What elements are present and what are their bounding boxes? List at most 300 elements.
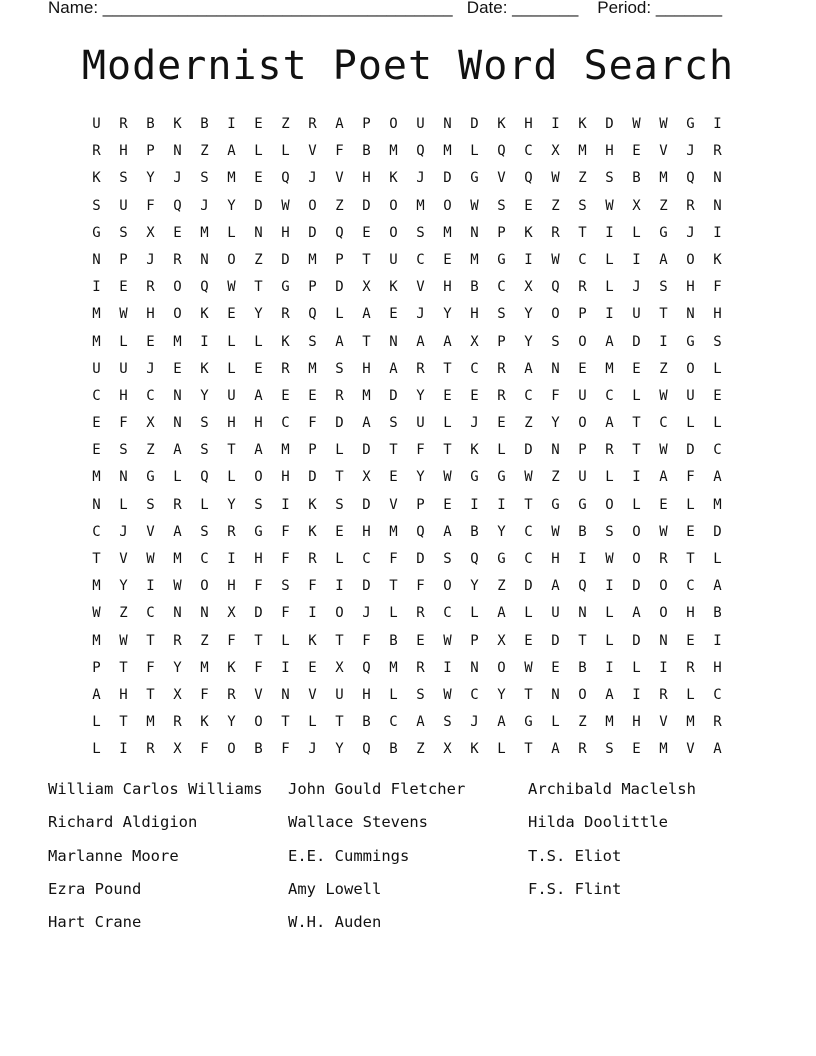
grid-letter: T (632, 415, 641, 432)
grid-letter: E (389, 306, 398, 323)
grid-letter: X (443, 741, 452, 758)
grid-letter: O (686, 251, 695, 268)
grid-letter: A (605, 686, 614, 703)
grid-letter: F (119, 415, 128, 432)
grid-letter: T (524, 686, 533, 703)
grid-letter: L (92, 714, 101, 731)
grid-letter: S (605, 523, 614, 540)
grid-letter: B (200, 116, 209, 132)
grid-letter: L (173, 469, 182, 486)
grid-letter: I (281, 496, 290, 513)
grid-letter: I (605, 224, 614, 241)
grid-letter: E (713, 387, 722, 404)
grid-letter: C (713, 686, 722, 703)
grid-letter: S (335, 360, 344, 377)
grid-letter: A (227, 143, 236, 160)
grid-letter: N (713, 170, 722, 187)
grid-letter: Q (524, 170, 533, 187)
grid-letter: O (632, 551, 641, 567)
grid-letter: A (605, 415, 614, 432)
grid-letter: L (443, 415, 452, 432)
grid-letter: P (578, 442, 587, 459)
grid-letter: I (497, 496, 506, 513)
grid-letter: R (335, 387, 344, 404)
grid-letter: C (200, 551, 209, 567)
grid-letter: R (686, 659, 695, 676)
grid-letter: I (713, 224, 722, 241)
grid-letter: M (605, 360, 614, 377)
grid-letter: O (254, 714, 263, 731)
grid-letter: L (254, 333, 263, 350)
grid-letter: S (254, 496, 263, 513)
grid-letter: L (632, 659, 641, 676)
grid-letter: A (659, 251, 668, 268)
word-list-item: John Gould Fletcher (288, 780, 466, 798)
grid-letter: C (362, 551, 371, 567)
grid-letter: I (659, 659, 668, 676)
grid-letter: F (281, 741, 290, 758)
grid-letter: Z (416, 741, 425, 758)
grid-letter: E (389, 469, 398, 486)
grid-letter: X (497, 632, 506, 649)
grid-letter: E (173, 224, 182, 241)
grid-letter: F (146, 659, 155, 676)
grid-letter: U (416, 116, 425, 132)
grid-letter: Y (227, 496, 236, 513)
grid-letter: D (524, 578, 533, 595)
grid-letter: T (362, 333, 371, 350)
grid-letter: L (632, 224, 641, 241)
grid-letter: Y (497, 523, 506, 540)
grid-letter: M (659, 170, 668, 187)
grid-letter: T (227, 442, 236, 459)
grid-letter: A (443, 333, 452, 350)
grid-letter: W (281, 197, 290, 214)
grid-letter: H (362, 523, 371, 540)
grid-letter: L (254, 143, 263, 160)
grid-letter: T (362, 251, 371, 268)
grid-letter: J (470, 415, 479, 432)
grid-letter: T (443, 360, 452, 377)
grid-letter: A (713, 469, 722, 486)
grid-letter: K (713, 251, 722, 268)
grid-letter: R (497, 387, 506, 404)
grid-letter: S (713, 333, 722, 350)
grid-letter: K (281, 333, 290, 350)
grid-letter: L (497, 741, 506, 758)
grid-letter: R (416, 605, 425, 622)
grid-letter: Q (470, 551, 479, 567)
grid-letter: R (659, 686, 668, 703)
grid-letter: Q (200, 279, 209, 296)
grid-letter: E (173, 360, 182, 377)
grid-letter: Y (524, 333, 533, 350)
grid-letter: R (605, 442, 614, 459)
grid-letter: N (470, 659, 479, 676)
grid-letter: F (713, 279, 722, 296)
grid-letter: A (254, 442, 263, 459)
grid-letter: L (335, 306, 344, 323)
grid-letter: S (416, 686, 425, 703)
grid-letter: X (362, 279, 371, 296)
grid-letter: A (254, 387, 263, 404)
grid-letter: R (146, 741, 155, 758)
grid-letter: A (335, 116, 344, 132)
grid-letter: C (524, 551, 533, 567)
grid-letter: A (416, 714, 425, 731)
grid-letter: C (497, 279, 506, 296)
grid-letter: R (173, 251, 182, 268)
grid-letter: X (173, 741, 182, 758)
grid-letter: E (443, 496, 452, 513)
grid-letter: D (605, 116, 614, 132)
grid-letter: L (713, 360, 722, 377)
grid-letter: O (551, 306, 560, 323)
grid-letter: C (659, 415, 668, 432)
grid-letter: G (578, 496, 587, 513)
grid-letter: I (281, 659, 290, 676)
grid-letter: H (524, 116, 533, 132)
grid-letter: R (686, 197, 695, 214)
grid-letter: R (173, 714, 182, 731)
grid-letter: F (308, 415, 317, 432)
grid-letter: K (227, 659, 236, 676)
grid-letter: Z (497, 578, 506, 595)
grid-letter: L (335, 551, 344, 567)
grid-letter: P (308, 279, 317, 296)
grid-letter: R (578, 741, 587, 758)
grid-letter: Q (497, 143, 506, 160)
grid-letter: D (308, 469, 317, 486)
grid-letter: R (281, 360, 290, 377)
grid-letter: Y (254, 306, 263, 323)
letter-grid (83, 111, 731, 764)
grid-letter: W (605, 197, 614, 214)
grid-letter: T (389, 578, 398, 595)
grid-letter: U (92, 116, 101, 132)
word-list-item: Marlanne Moore (48, 846, 179, 865)
grid-letter: Y (173, 659, 182, 676)
grid-letter: Q (335, 224, 344, 241)
grid-letter: B (470, 523, 479, 540)
grid-letter: R (308, 551, 317, 567)
grid-letter: C (524, 387, 533, 404)
grid-letter: L (605, 469, 614, 486)
grid-letter: O (578, 333, 587, 350)
grid-letter: D (362, 442, 371, 459)
grid-letter: D (686, 442, 695, 459)
grid-letter: A (335, 333, 344, 350)
grid-letter: M (605, 714, 614, 731)
grid-letter: L (281, 143, 290, 160)
word-list-item: William Carlos Williams (48, 780, 263, 798)
grid-letter: R (713, 143, 722, 160)
grid-letter: G (254, 523, 263, 540)
grid-letter: T (254, 279, 263, 296)
grid-letter: Q (416, 523, 425, 540)
grid-letter: V (389, 496, 398, 513)
grid-letter: U (389, 251, 398, 268)
grid-letter: Z (551, 469, 560, 486)
grid-letter: V (659, 143, 668, 160)
grid-letter: F (254, 578, 263, 595)
grid-letter: S (605, 741, 614, 758)
grid-letter: N (200, 605, 209, 622)
grid-letter: T (659, 306, 668, 323)
grid-letter: M (362, 387, 371, 404)
grid-letter: M (686, 714, 695, 731)
grid-letter: A (443, 523, 452, 540)
grid-letter: H (254, 551, 263, 567)
grid-letter: N (173, 143, 182, 160)
grid-letter: J (470, 714, 479, 731)
grid-letter: I (119, 741, 128, 758)
grid-letter: U (578, 387, 587, 404)
grid-letter: O (308, 197, 317, 214)
grid-letter: X (335, 659, 344, 676)
grid-letter: C (713, 442, 722, 459)
grid-letter: P (497, 333, 506, 350)
grid-letter: I (524, 251, 533, 268)
grid-letter: T (92, 551, 101, 567)
grid-letter: L (227, 360, 236, 377)
grid-letter: S (578, 197, 587, 214)
grid-letter: Y (470, 578, 479, 595)
grid-letter: M (173, 333, 182, 350)
grid-letter: F (227, 632, 236, 649)
grid-letter: L (200, 496, 209, 513)
grid-letter: E (227, 306, 236, 323)
grid-letter: L (470, 605, 479, 622)
grid-letter: M (200, 224, 209, 241)
grid-letter: J (200, 197, 209, 214)
grid-letter: H (713, 306, 722, 323)
grid-letter: T (443, 442, 452, 459)
word-list-item: Wallace Stevens (288, 813, 428, 832)
grid-letter: B (578, 523, 587, 540)
grid-letter: W (659, 116, 668, 132)
grid-letter: N (92, 251, 101, 268)
grid-letter: K (470, 442, 479, 459)
grid-letter: X (146, 415, 155, 432)
grid-letter: I (335, 578, 344, 595)
grid-letter: N (578, 605, 587, 622)
grid-letter: S (497, 306, 506, 323)
grid-letter: W (443, 632, 452, 649)
grid-letter: L (605, 605, 614, 622)
grid-letter: T (281, 714, 290, 731)
grid-letter: I (578, 551, 587, 567)
grid-letter: N (551, 442, 560, 459)
grid-letter: M (389, 659, 398, 676)
grid-letter: H (362, 170, 371, 187)
grid-letter: J (308, 170, 317, 187)
grid-letter: D (362, 496, 371, 513)
grid-letter: L (632, 387, 641, 404)
grid-letter: Z (146, 442, 155, 459)
grid-letter: V (119, 551, 128, 567)
grid-letter: Y (497, 686, 506, 703)
grid-letter: I (713, 116, 722, 132)
grid-letter: C (92, 387, 101, 404)
grid-letter: M (92, 306, 101, 323)
grid-letter: M (227, 170, 236, 187)
grid-letter: S (308, 333, 317, 350)
grid-letter: I (605, 306, 614, 323)
grid-letter: E (524, 632, 533, 649)
grid-letter: N (254, 224, 263, 241)
grid-letter: S (92, 197, 101, 214)
grid-letter: A (524, 360, 533, 377)
grid-letter: L (389, 686, 398, 703)
grid-letter: F (146, 197, 155, 214)
grid-letter: E (632, 741, 641, 758)
grid-letter: G (497, 469, 506, 486)
grid-letter: V (146, 523, 155, 540)
grid-letter: A (389, 360, 398, 377)
grid-letter: F (362, 632, 371, 649)
grid-letter: E (92, 442, 101, 459)
grid-letter: D (632, 333, 641, 350)
grid-letter: B (470, 279, 479, 296)
grid-letter: W (659, 523, 668, 540)
grid-letter: W (173, 578, 182, 595)
grid-letter: C (605, 387, 614, 404)
grid-letter: S (443, 714, 452, 731)
grid-letter: R (173, 632, 182, 649)
grid-letter: U (686, 387, 695, 404)
grid-letter: T (686, 551, 695, 567)
grid-letter: N (686, 306, 695, 323)
grid-letter: I (605, 578, 614, 595)
grid-letter: O (443, 578, 452, 595)
grid-letter: N (92, 496, 101, 513)
grid-letter: I (470, 496, 479, 513)
grid-letter: P (470, 632, 479, 649)
grid-letter: I (308, 605, 317, 622)
grid-letter: N (713, 197, 722, 214)
grid-letter: L (632, 496, 641, 513)
grid-letter: S (416, 224, 425, 241)
grid-letter: J (416, 170, 425, 187)
grid-letter: W (227, 279, 236, 296)
grid-letter: A (362, 415, 371, 432)
grid-letter: M (173, 551, 182, 567)
grid-letter: V (254, 686, 263, 703)
grid-letter: C (416, 251, 425, 268)
grid-letter: O (173, 279, 182, 296)
grid-letter: Y (146, 170, 155, 187)
grid-letter: M (416, 197, 425, 214)
grid-letter: T (119, 714, 128, 731)
grid-letter: F (416, 442, 425, 459)
grid-letter: E (362, 224, 371, 241)
grid-letter: J (632, 279, 641, 296)
grid-letter: Y (416, 469, 425, 486)
grid-letter: E (686, 632, 695, 649)
grid-letter: D (470, 116, 479, 132)
grid-letter: M (578, 143, 587, 160)
grid-letter: D (632, 578, 641, 595)
grid-letter: M (92, 578, 101, 595)
grid-letter: D (308, 224, 317, 241)
grid-letter: S (200, 170, 209, 187)
grid-letter: H (632, 714, 641, 731)
grid-letter: D (254, 605, 263, 622)
grid-letter: Y (227, 197, 236, 214)
word-list (48, 774, 768, 940)
grid-letter: K (200, 714, 209, 731)
grid-letter: R (578, 279, 587, 296)
grid-letter: G (551, 496, 560, 513)
grid-letter: F (551, 387, 560, 404)
grid-letter: J (146, 251, 155, 268)
grid-letter: R (227, 523, 236, 540)
student-info-header (48, 0, 768, 20)
grid-letter: S (281, 578, 290, 595)
grid-letter: G (281, 279, 290, 296)
grid-letter: E (119, 279, 128, 296)
grid-letter: E (686, 523, 695, 540)
grid-letter: R (119, 116, 128, 132)
grid-letter: C (92, 523, 101, 540)
grid-letter: A (551, 741, 560, 758)
grid-letter: F (281, 523, 290, 540)
grid-letter: O (443, 197, 452, 214)
grid-letter: H (281, 469, 290, 486)
grid-letter: G (146, 469, 155, 486)
word-list-item: W.H. Auden (288, 913, 382, 932)
grid-letter: C (389, 714, 398, 731)
grid-letter: E (254, 360, 263, 377)
grid-letter: V (308, 686, 317, 703)
grid-letter: L (686, 415, 695, 432)
grid-letter: V (308, 143, 317, 160)
grid-letter: G (470, 170, 479, 187)
grid-letter: A (173, 442, 182, 459)
grid-letter: Y (551, 415, 560, 432)
grid-letter: P (362, 116, 371, 132)
grid-letter: M (443, 143, 452, 160)
grid-letter: Z (551, 197, 560, 214)
grid-letter: L (713, 551, 722, 567)
grid-letter: B (362, 143, 371, 160)
grid-letter: O (578, 415, 587, 432)
grid-letter: W (470, 197, 479, 214)
grid-letter: D (281, 251, 290, 268)
grid-letter: W (524, 469, 533, 486)
grid-letter: L (335, 442, 344, 459)
grid-letter: U (578, 469, 587, 486)
grid-letter: H (443, 279, 452, 296)
grid-letter: W (551, 523, 560, 540)
grid-letter: O (686, 360, 695, 377)
grid-letter: B (146, 116, 155, 132)
grid-letter: O (659, 578, 668, 595)
grid-letter: L (92, 741, 101, 758)
grid-letter: M (308, 360, 317, 377)
grid-letter: O (389, 116, 398, 132)
grid-letter: C (281, 415, 290, 432)
grid-letter: L (227, 469, 236, 486)
grid-letter: Q (200, 469, 209, 486)
grid-letter: E (659, 496, 668, 513)
grid-letter: R (146, 279, 155, 296)
grid-letter: M (470, 251, 479, 268)
grid-letter: B (389, 632, 398, 649)
grid-letter: L (389, 605, 398, 622)
grid-letter: L (551, 714, 560, 731)
